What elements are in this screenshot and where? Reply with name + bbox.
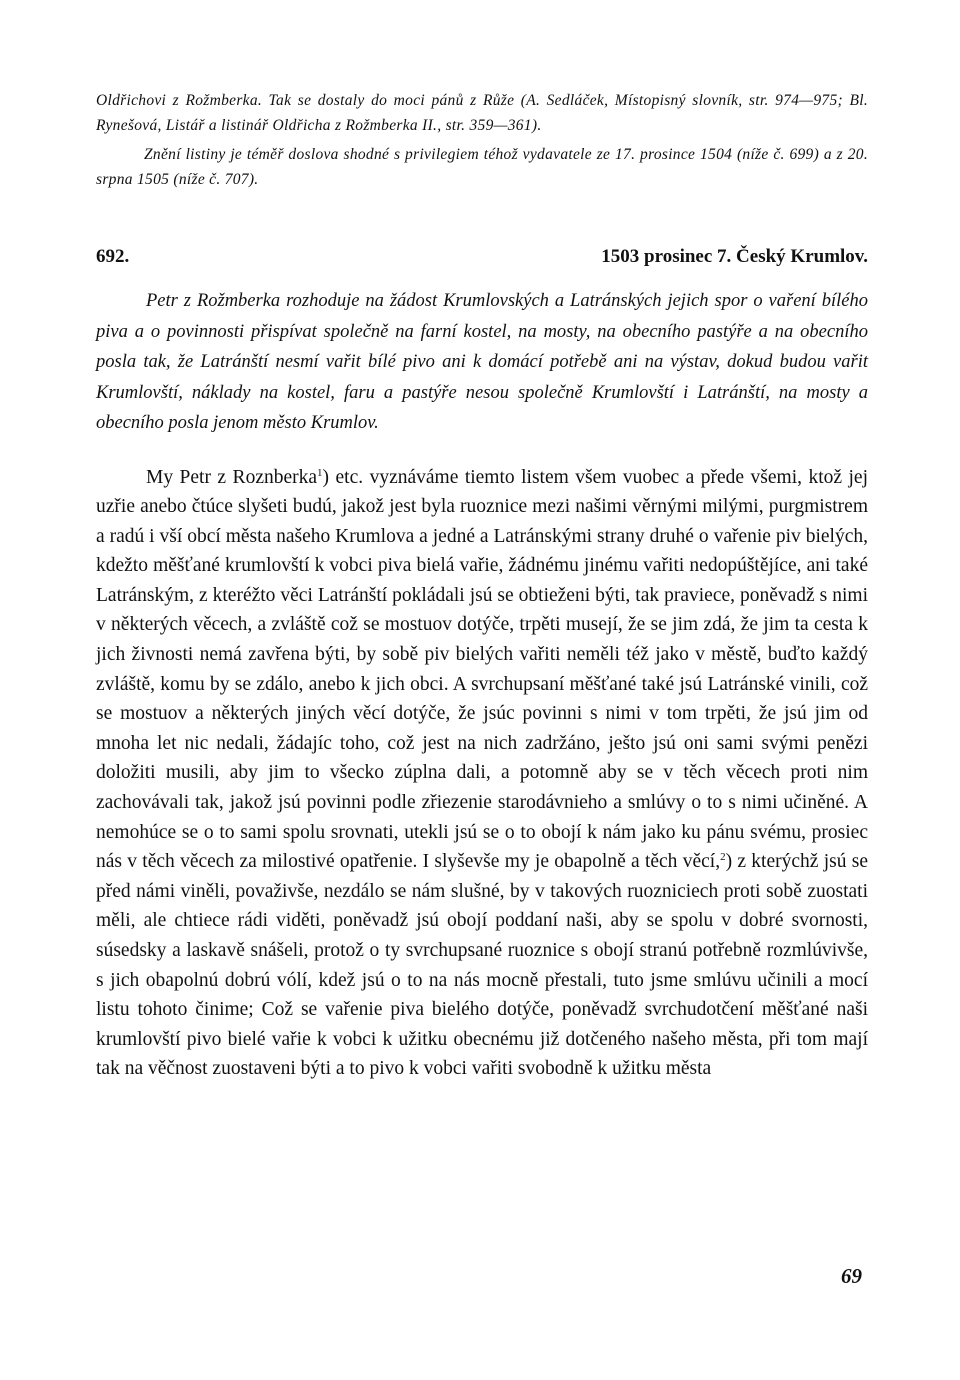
footnote-ref-1: 1	[317, 466, 323, 479]
body-text-part-3: ) z kterýchž jsú se před námi viněli, považivše, nezdálo se nám slušné, by v takových ruozniciech proti sobě zuostati měli, ale chtiece rádi viděti, poněvadž jsú obojí poddaní naši, aby se spolu v dobré svornosti, súsedsky a laskavě snášeli, protož o ty svrchupsané ruoznice s obojí stranú potřebně rozmlúvivše, s jich obapolnú dobrú vólí, kdež jsú o to na nás mocně přestali, tuto jsme smlúvu učinili a mocí listu tohoto činime; Což se vařenie piva bielého dotýče, poněvadž svrchudotčení měšťané naši krumlovští pivo bielé vařie k vobci k užitku obecnému již dotčeného našeho města, při tom mají tak na věčnost zuostaveni býti a to pivo k vobci vařiti svobodně k užitku města	[96, 851, 868, 1080]
document-regest: Petr z Rožmberka rozhoduje na žádost Krumlovských a Latránských jejich spor o vaření bílého piva a o povinnosti přispívat společně na farní kostel, na mosty, na obecního pastýře a na obecního posla tak, že Latránští nesmí vařit bílé pivo ani k domácí potřebě ani na výstav, dokud budou vařit Krumlovští, náklady na kostel, faru a pastýře nesou společně Krumlovští i Latránští, na mosty a obecního posla jenom město Krumlov.	[96, 291, 868, 433]
document-body	[96, 463, 868, 1084]
page-number: 69	[841, 1264, 862, 1288]
body-text-part-2: ) etc. vyznáváme tiemto listem všem vuobec a přede všemi, ktož jej uzřie anebo čtúce slyšeti budú, jakož jest byla ruoznice mezi našimi věrnými milými, purgmistrem a radú i vší obcí města našeho Krumlova a jedné a Latránskými strany druhé o vařenie piv bielých, kdežto měšťané krumlovští k vobci piva bielá vařie, žádnému jinému vařiti nedopúštějíce, ani také Latránským, z kteréžto věci Latránští pokládali jsú se obtieženi býti, tak praviece, poněvadž s nimi v některých věcech, a zvláště což se mostuov dotýče, trpěti musejí, že se jim zdá, že jim ta cesta k jich živnosti nemá zavřena býti, by sobě piv bielých vařiti neměli též jako v městě, buďto každý zvláště, komu by se zdálo, anebo k jich obci. A svrchupsaní měšťané také jsú Latránské vinili, což se mostuov a některých jiných věcí dotýče, že jsúc povinni s nimi v tom trpěti, že jsú jim od mnoha let nic nedali, žádajíc toho, což jest na nich zadržáno, ješto jsú oni sami svými penězi doložiti musili, aby jim to všecko zúplna dali, a potomně aby se v těch věcech proti nim zachovávali tak, jakož jsú povinni podle zřiezenie starodávnieho a smlúvy o to s nimi učiněné. A nemohúce se o to sami spolu srovnati, utekli jsú se o to obojí k nám jako ku pánu svému, prosiec nás v těch věcech za milostivé opatřenie. I slyševše my je obapolně a těch věcí,	[96, 466, 868, 873]
document-page	[96, 88, 868, 1084]
footnote-ref-2: 2	[720, 851, 726, 864]
document-header	[96, 246, 868, 276]
note-text-similarity: Znění listiny je téměř doslova shodné s privilegiem téhož vydavatele ze 17. prosince 1504 (níže č. 699) a z 20. srpna 1505 (níže č. 707).	[96, 146, 868, 188]
body-text-part-1: My Petr z Roznberka	[146, 466, 318, 488]
note-previous-document: Oldřichovi z Rožmberka. Tak se dostaly do moci pánů z Růže (A. Sedláček, Místopisný slovník, str. 974—975; Bl. Rynešová, Listář a listinář Oldřicha z Rožmberka II., str. 359—361).	[96, 92, 868, 134]
document-number: 692.	[96, 246, 130, 267]
document-date-place: 1503 prosinec 7. Český Krumlov.	[601, 246, 868, 267]
